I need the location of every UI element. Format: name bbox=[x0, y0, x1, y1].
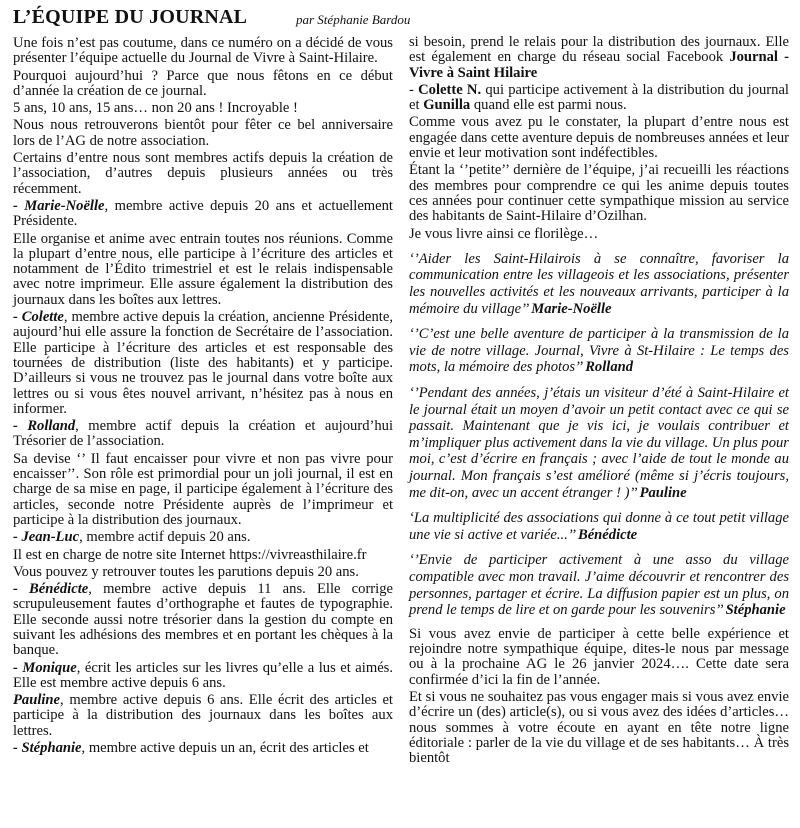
paragraph: Sa devise ‘’ Il faut encaisser pour vivre et non pas vivre pour encaisser’’. Son rôle est primordial pour un joli journal, il est en charge de sa mise en page, il participe également à l’écriture des articles, seconde notre Présidente auprès de l’imprimeur et participe à la distribution des journaux. bbox=[13, 450, 393, 528]
facebook-page-name: Journal - Vivre à Saint Hilaire bbox=[409, 49, 789, 81]
article-title: L’ÉQUIPE DU JOURNAL bbox=[13, 6, 248, 28]
member-paragraph: - Colette, membre active depuis la création, ancienne Présidente, aujourd’hui elle assure la fonction de Secrétaire de l’association. Elle participe à l’écriture des articles et est responsable des tournées de distribution (liste des habitants) et y participe. D’ailleurs si vous ne trouvez pas le journal dans votre boîte aux lettres ou si vous êtes nouvel arrivant, n’hésitez pas à nous en informer. bbox=[13, 309, 393, 417]
member-paragraph: Pauline, membre active depuis 6 ans. Elle écrit des articles et participe à la distribution des journaux dans les boîtes aux lettres. bbox=[13, 692, 393, 739]
member-paragraph: - Bénédicte, membre active depuis 11 ans. Elle corrige scrupuleusement fautes d’orthographe et fautes de typographie. Elle seconde aussi notre trésorier dans la gestion du compte en suivant les adhésions des membres et en portant les chèques à la banque. bbox=[13, 581, 393, 659]
quote: ‘’Envie de participer activement à une asso du village compatible avec mon travail. J’aime découvrir et rencontrer des personnes, partager et écrire. La diffusion papier est un plus, on prend le temps de lire et on garde pour les souvenirs’’ Stéphanie bbox=[409, 552, 789, 619]
member-name: Gunilla bbox=[423, 97, 471, 114]
member-paragraph: - Stéphanie, membre active depuis un an, écrit des articles et bbox=[13, 740, 369, 757]
article-header bbox=[13, 6, 793, 30]
member-name: - Colette bbox=[13, 309, 64, 326]
quote-signature: Pauline bbox=[639, 484, 687, 501]
left-column bbox=[13, 36, 393, 758]
quote-signature: Bénédicte bbox=[577, 526, 638, 543]
paragraph: Comme vous avez pu le constater, la plupart d’entre nous est engagée dans cette aventure depuis de nombreuses années et leur envie et leur motivation sont indéfectibles. bbox=[409, 114, 789, 162]
paragraph: Une fois n’est pas coutume, dans ce numéro on a décidé de vous présenter l’équipe actuelle du Journal de Vivre à Saint-Hilaire. bbox=[13, 35, 393, 67]
paragraph: Et si vous ne souhaitez pas vous engager mais si vous avez envie d’écrire un (des) article(s), ou si vous avez des idées d’articles… nous sommes à votre écoute en ayant en tête notre ligne éditoriale : parler de la vie du village et de ses habitants… À très bientôt bbox=[409, 688, 789, 767]
member-paragraph: - Jean-Luc, membre actif depuis 20 ans. bbox=[13, 529, 251, 546]
paragraph: Il est en charge de notre site Internet https://vivreasthilaire.fr bbox=[13, 546, 367, 563]
member-name: Colette N. bbox=[418, 81, 482, 98]
paragraph: Nous nous retrouverons bientôt pour fêter ce bel anniversaire lors de l’AG de notre association. bbox=[13, 117, 393, 149]
right-column bbox=[409, 35, 789, 768]
member-paragraph: - Marie-Noëlle, membre active depuis 20 ans et actuellement Présidente. bbox=[13, 197, 393, 230]
quote: ‘’Pendant des années, j’étais un visiteur d’été à Saint-Hilaire et le journal était un moyen d’avoir un petit contact avec ce qui se passait. Maintenant que je vis ici, je voulais contribuer et m’impliquer plus activement dans la vie du village. Un plus pour moi, c’est d’écrire en français ; avec l’aide de tout le monde au journal. Mon français s’est amélioré (même si j’écris toujours, me dit-on, avec un accent étranger ! )’’ Pauline bbox=[409, 385, 789, 501]
member-paragraph: - Colette N. qui participe activement à la distribution du journal et Gunilla quand elle est parmi nous. bbox=[409, 81, 789, 114]
quote: ‘’C’est une belle aventure de participer à la transmission de la vie de notre village. Journal, Vivre à St-Hilaire : Le temps des mots, la mémoire des photos’’ Rolland bbox=[409, 326, 789, 376]
quote-signature: Stéphanie bbox=[725, 602, 786, 619]
quote: ‘La multiplicité des associations qui donne à ce tout petit village une vie si active et variée...’’ Bénédicte bbox=[409, 510, 789, 543]
paragraph: Pourquoi aujourd’hui ? Parce que nous fêtons en ce début d’année la création de ce journal. bbox=[13, 67, 393, 99]
paragraph: Certains d’entre nous sont membres actifs depuis la création de l’association, d’autres depuis plusieurs années ou très récemment. bbox=[13, 150, 393, 197]
member-name: Pauline bbox=[13, 692, 61, 709]
member-name: - Marie-Noëlle bbox=[13, 197, 105, 214]
member-name: - Rolland bbox=[13, 418, 76, 435]
paragraph: Elle organise et anime avec entrain toutes nos réunions. Comme la plupart d’entre nous, elle participe à l’écriture des articles et notamment de l’Édito trimestriel et est le relais indispensable avec notre imprimeur. Elle assure également la distribution des journaux dans les boîtes aux lettres. bbox=[13, 230, 393, 308]
member-name: - Jean-Luc bbox=[13, 529, 80, 546]
paragraph: Vous pouvez y retrouver toutes les parutions depuis 20 ans. bbox=[13, 563, 359, 580]
quote-signature: Rolland bbox=[585, 359, 634, 376]
member-paragraph: - Rolland, membre actif depuis la création et aujourd’hui Trésorier de l’association. bbox=[13, 418, 393, 450]
quote-signature: Marie-Noëlle bbox=[531, 300, 612, 317]
member-name: - Bénédicte bbox=[13, 581, 89, 598]
article-author: par Stéphanie Bardou bbox=[296, 12, 411, 27]
member-paragraph: - Monique, écrit les articles sur les livres qu’elle a lus et aimés. Elle est membre active depuis 6 ans. bbox=[13, 659, 393, 691]
paragraph: 5 ans, 10 ans, 15 ans… non 20 ans ! Incroyable ! bbox=[13, 100, 298, 117]
paragraph: si besoin, prend le relais pour la distribution des journaux. Elle est également en charge du réseau social Facebook Journal - Vivre à Saint Hilaire bbox=[409, 34, 789, 81]
paragraph: Je vous livre ainsi ce florilège… bbox=[409, 225, 599, 242]
member-name: - Monique bbox=[13, 659, 77, 676]
paragraph: Étant la ‘’petite’’ dernière de l’équipe, j’ai recueilli les réactions des membres pour comprendre ce qui les anime depuis toutes ces années pour continuer cette sympathique mission au service des habitants de Saint-Hilaire d’Ozilhan. bbox=[409, 162, 789, 225]
paragraph: Si vous avez envie de participer à cette belle expérience et rejoindre notre sympathique équipe, dites-le nous par message ou à la prochaine AG le 26 janvier 2024…. Cette date sera confirmée d’ici la fin de l’année. bbox=[409, 625, 789, 688]
member-name: - Stéphanie bbox=[13, 740, 82, 757]
quote: ‘’Aider les Saint-Hilairois à se connaître, favoriser la communication entre les villageois et les associations, présenter les nouvelles activités et les nouveaux arrivants, participer à la mémoire du village’’ Marie-Noëlle bbox=[409, 250, 789, 317]
